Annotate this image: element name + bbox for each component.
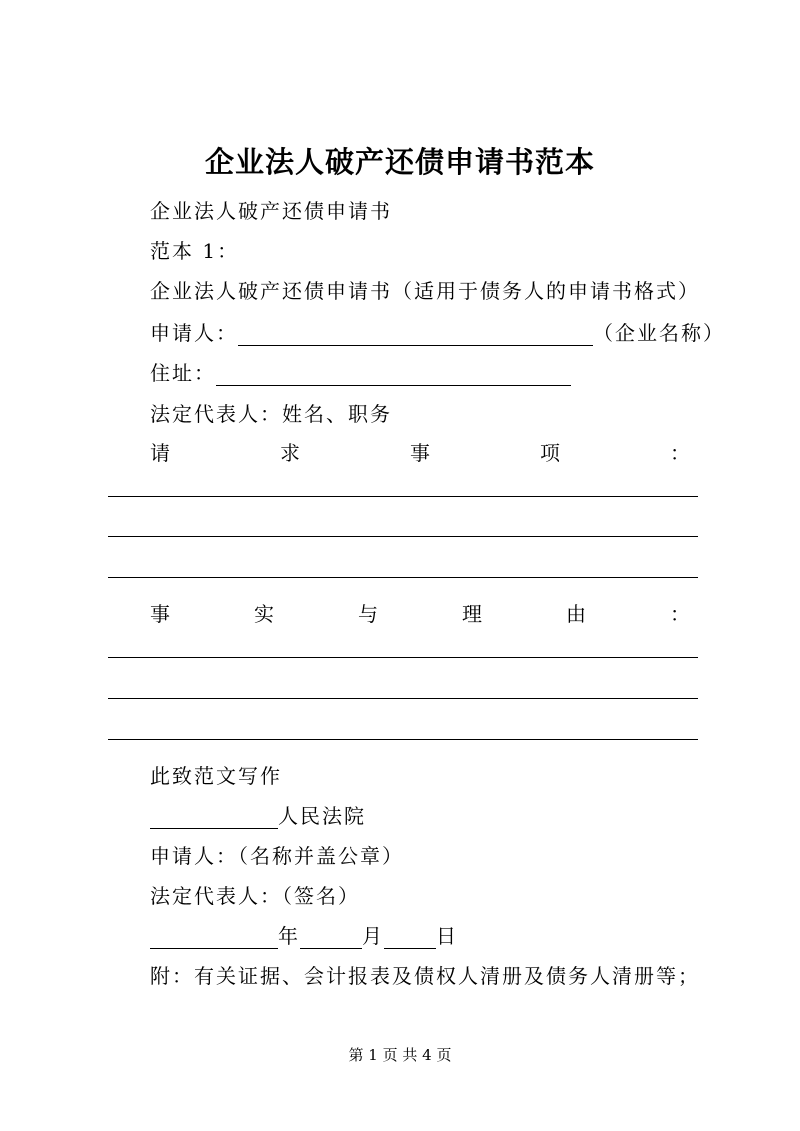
request-blank-line[interactable]	[108, 577, 698, 578]
request-char: 事	[410, 441, 430, 465]
year-label: 年	[278, 924, 300, 948]
address-label: 住址：	[150, 361, 216, 385]
facts-char: 事	[150, 602, 170, 626]
format-line: 企业法人破产还债申请书（适用于债务人的申请书格式）	[150, 279, 700, 303]
facts-char: 由	[566, 602, 586, 626]
date-row	[150, 920, 458, 949]
month-label: 月	[362, 924, 384, 948]
court-blank[interactable]	[150, 806, 278, 829]
day-blank[interactable]	[384, 926, 436, 949]
applicant-blank[interactable]	[238, 323, 593, 346]
request-heading	[150, 437, 690, 466]
sign-applicant-line: 申请人：（名称并盖公章）	[150, 844, 404, 868]
facts-char: 与	[358, 602, 378, 626]
facts-blank-line[interactable]	[108, 657, 698, 658]
sign-rep-line: 法定代表人：（签名）	[150, 884, 360, 908]
request-char: 求	[280, 441, 300, 465]
salute-line: 此致范文写作	[150, 764, 282, 788]
document-title: 企业法人破产还债申请书范本	[204, 145, 595, 179]
request-char: 请	[150, 441, 170, 465]
year-blank[interactable]	[150, 926, 278, 949]
fanben-label: 范本 1：	[150, 239, 240, 263]
applicant-suffix: （企业名称）	[593, 321, 725, 345]
facts-char: 实	[254, 602, 274, 626]
facts-blank-line[interactable]	[108, 698, 698, 699]
attachment-line: 附：有关证据、会计报表及债权人清册及债务人清册等；	[150, 964, 700, 988]
facts-blank-line[interactable]	[108, 739, 698, 740]
court-row	[150, 800, 366, 829]
request-char: ：	[670, 441, 690, 465]
request-blank-line[interactable]	[108, 536, 698, 537]
facts-heading	[150, 598, 690, 627]
facts-char: 理	[462, 602, 482, 626]
address-row	[150, 357, 571, 386]
request-blank-line[interactable]	[108, 496, 698, 497]
facts-char: ：	[670, 602, 690, 626]
court-suffix: 人民法院	[278, 804, 366, 828]
month-blank[interactable]	[300, 926, 362, 949]
legal-rep-line: 法定代表人：姓名、职务	[150, 402, 392, 426]
day-label: 日	[436, 924, 458, 948]
request-char: 项	[540, 441, 560, 465]
address-blank[interactable]	[216, 363, 571, 386]
page-number: 第 1 页 共 4 页	[348, 1046, 452, 1064]
applicant-label: 申请人：	[150, 321, 238, 345]
applicant-row	[150, 317, 725, 346]
subtitle: 企业法人破产还债申请书	[150, 199, 392, 223]
